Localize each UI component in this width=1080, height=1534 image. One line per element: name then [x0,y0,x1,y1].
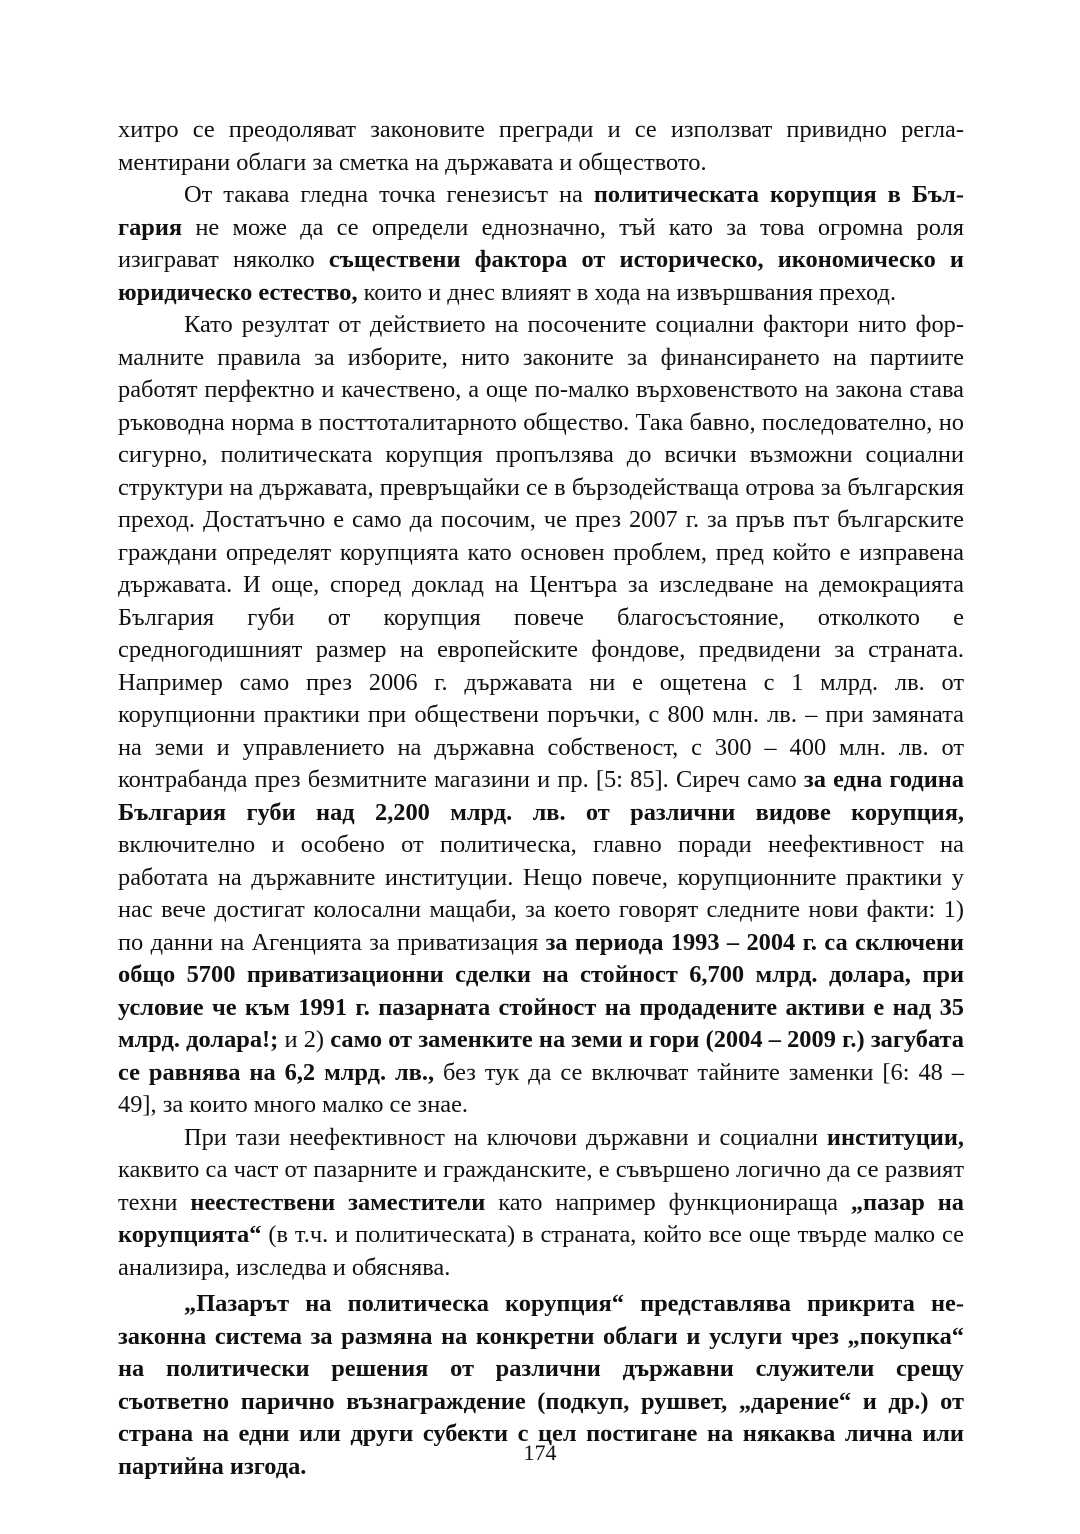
bold-phrase: „пазар на корупцията“ [118,1188,964,1248]
bold-phrase: само от заменките на земи и гори (2004 – 2009 г.) загубата се равнява на 6,2 млрд. лв., [118,1026,965,1086]
paragraph-continuation: хитро се преодоляват законовите прегради и се използват привидно регламентирани облаги за сметка на държавата и обществото. [118,116,964,176]
bold-definition: „Пазарът на политическа корупция“ представлява прикрита незаконна система за размяна на конкретни облаги и услуги чрез „покупка“ на политически решения от различни държавни служители срещу съответно парично възнаграждение (подкуп, рушвет, „дарение“ и др.) от страна на едни или други субекти с цел постигане на някаква лична или партийна изгода. [118,1290,964,1480]
paragraph-effects: Като резултат от действието на посочените социални фактори нито формалните правила за изборите, нито законите за финансирането на партиите работят перфектно и качествено, а още по-малко върховенството на закона става ръководна норма в посттоталитарното общество. Така бавно, последователно, но сигурно, политическата корупция пропълзява до всички възможни социални структури на държавата, превръщайки се в бързодействаща отрова за българския преход. Достатъчно е само да посочим, че през 2007 г. за пръв път българските граждани определят корупцията като основен проблем, пред който е изправена държавата. И още, според доклад на Центъра за изследване на демокрацията България губи от корупция повече благосъстояние, отколкото е средногодишният размер на европейските фондове, предвидени за страната. Например само през 2006 г. държавата ни е ощетена с 1 млрд. лв. от корупционни практики при обществени поръчки, с 800 млн. лв. – при замяната на земи и управлението на държавна собственост, с 300 – 400 млн. лв. от контрабанда през безмитните магазини и пр. [5: 85]. Сиреч само за една година България губи над 2,200 млрд. лв. от различни видове корупция, включително и особено от политическа, главно поради неефективност на работата на държавните институции. Нещо повече, корупционните практики у нас вече достигат колосални мащаби, за което говорят следните нови факти: 1) по данни на Агенцията за приватизация за периода 1993 – 2004 г. са сключени общо 5700 приватизационни сделки на стойност 6,700 млрд. долара, при условие че към 1991 г. пазарната стойност на продадените активи е над 35 млрд. долара!; и 2) само от заменките на земи и гори (2004 – 2009 г.) загубата се равнява на 6,2 млрд. лв., без тук да се включват тайните заменки [6: 48 – 49], за които много малко се знае. [118,311,965,1118]
page-number: 174 [523,1440,557,1465]
bold-phrase: неестествени заместители [190,1188,486,1216]
bold-phrase: за една година България губи над 2,200 млрд. лв. от различни видове корупция, [118,766,964,826]
body-text [118,114,964,1483]
paragraph-institutions: При тази неефективност на ключови държавни и социални институции, каквито са част от пазарните и гражданските, е съвършено логично да се развият техни неестествени заместители като например функционираща „пазар на корупцията“ (в т.ч. и политическата) в страната, който все още твърде малко се анализира, изследва и обяснява. [118,1123,964,1281]
bold-phrase: институции, [826,1123,964,1151]
bold-phrase: съществени фактора от историческо, икономическо и юридическо естество, [118,246,964,306]
paragraph-genesis: От такава гледна точка генезисът на политическата корупция в България не може да се определи еднозначно, тъй като за това огромна роля изиграват няколко съществени фактора от историческо, икономическо и юридическо естество, които и днес влияят в хода на извършвания преход. [118,181,964,306]
bold-phrase: за периода 1993 – 2004 г. са сключени общо 5700 приватизационни сделки на стойност 6,700 млрд. долара, при условие че към 1991 г. пазарната стойност на продадените активи е над 35 млрд. долара!; [118,928,964,1053]
bold-phrase: политическата корупция в България [118,181,964,241]
